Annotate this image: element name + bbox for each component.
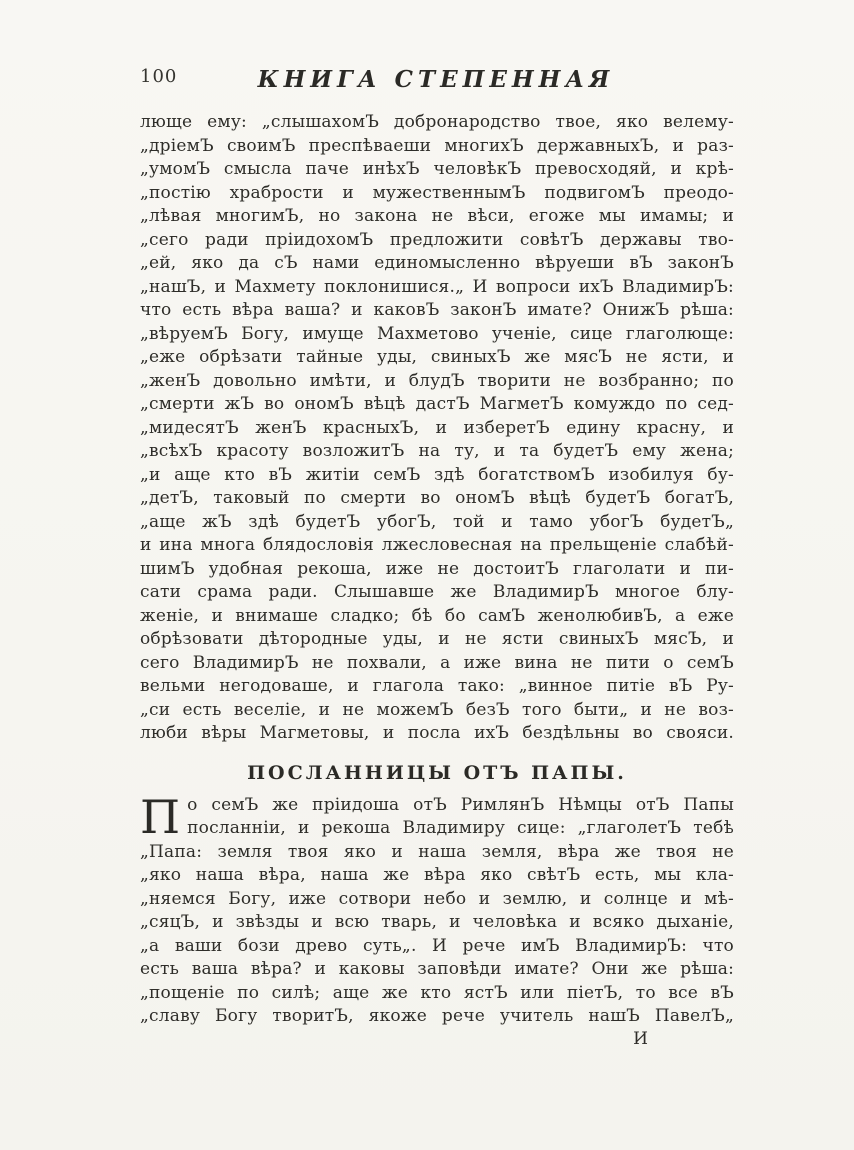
- text-line: „аще жЪ здѣ будетЪ убогЪ, той и тамо убогЪ будетЪ„: [140, 511, 734, 532]
- text-line: о семЪ же пріидоша отЪ РимлянЪ Нѣмцы отЪ Папы: [187, 794, 734, 815]
- text-line: вельми негодоваше, и глагола тако: „винное питіе вЪ Ру-: [140, 676, 734, 696]
- text-line: „сяцЪ, и звѣзды и всю тварь, и человѣка и всяко дыханіе,: [140, 912, 734, 932]
- text-line: „постію храбрости и мужественнымЪ подвигомЪ преодо-: [140, 182, 734, 203]
- text-line: „славу Богу творитЪ, якоже рече учитель нашЪ ПавелЪ„: [140, 1006, 734, 1026]
- text-line: есть ваша вѣра? и каковы заповѣди имате? Они же рѣша:: [140, 959, 734, 979]
- text-line: „детЪ, таковый по смерти во ономЪ вѣцѣ будетЪ богатЪ,: [140, 488, 734, 508]
- text-line: что есть вѣра ваша? и каковЪ законЪ имате? ОнижЪ рѣша:: [140, 300, 734, 320]
- text-line: „дріемЪ своимЪ преспѣваеши многихЪ державныхЪ, и раз-: [140, 135, 734, 156]
- main-text-block: [140, 111, 734, 1029]
- text-line: „женЪ довольно имѣти, и блудЪ творити не возбранно; по: [140, 370, 734, 391]
- text-line: „нашЪ, и Махмету поклонишися.„ И вопроси ихЪ ВладимирЪ:: [140, 276, 734, 297]
- text-line: „няемся Богу, иже сотвори небо и землю, и солнце и мѣ-: [140, 888, 734, 909]
- running-title: КНИГА СТЕПЕННАЯ: [257, 66, 615, 93]
- text-line: „пощеніе по силѣ; аще же кто ястЪ или піетЪ, то все вЪ: [140, 982, 734, 1003]
- text-line: „ей, яко да сЪ нами единомысленно вѣруеши вЪ законЪ: [140, 253, 734, 273]
- text-line: „вѣруемЪ Богу, имуще Махметово ученіе, сице глаголюще:: [140, 323, 734, 344]
- text-line: „мидесятЪ женЪ красныхЪ, и изберетЪ едину красну, и: [140, 417, 734, 438]
- text-line: „а ваши бози древо суть„. И рече имЪ ВладимирЪ: что: [140, 935, 734, 956]
- text-line: „и аще кто вЪ житіи семЪ здѣ богатствомЪ изобилуя бу-: [140, 464, 734, 485]
- text-line: сати срама ради. Слышавше же ВладимирЪ многое блу-: [140, 582, 734, 602]
- text-line: „си есть веселіе, и не можемЪ безЪ того быти„ и не воз-: [140, 699, 734, 720]
- text-line: „еже обрѣзати тайные уды, свиныхЪ же мясЪ не ясти, и: [140, 347, 734, 367]
- text-line: люби вѣры Магметовы, и посла ихЪ бездѣльны во свояси.: [140, 723, 734, 743]
- text-line: посланніи, и рекоша Владимиру сице: „глаголетЪ тебѣ: [187, 818, 734, 838]
- text-line: обрѣзовати дѣтородные уды, и не ясти свиныхЪ мясЪ, и: [140, 629, 734, 649]
- text-line: „смерти жЪ во ономЪ вѣцѣ дастЪ МагметЪ комуждо по сед-: [140, 394, 734, 414]
- paragraph-papal-lines: [140, 789, 734, 1029]
- text-line: „лѣвая многимЪ, но закона не вѣси, егоже мы имамы; и: [140, 206, 734, 226]
- text-line: шимЪ удобная рекоша, иже не достоитЪ глаголати и пи-: [140, 558, 734, 579]
- text-line: сего ВладимирЪ не похвали, а иже вина не пити о семЪ: [140, 652, 734, 673]
- section-heading: ПОСЛАННИЦЫ ОТЪ ПАПЫ.: [247, 761, 627, 784]
- paragraph-papal-envoys: [140, 789, 734, 1029]
- text-line: „Папа: земля твоя яко и наша земля, вѣра же твоя не: [140, 841, 734, 862]
- text-line: „сего ради пріидохомЪ предложити совѣтЪ державы тво-: [140, 229, 734, 250]
- text-line: люще ему: „слышахомЪ добронародство твое, яко велему-: [140, 112, 734, 132]
- text-line: „яко наша вѣра, наша же вѣра яко свѣтЪ есть, мы кла-: [140, 865, 734, 885]
- paragraph-mahomet-envoys: [140, 111, 734, 746]
- text-line: женіе, и внимаше сладко; бѣ бо самЪ женолюбивЪ, а еже: [140, 605, 734, 626]
- text-line: „умомЪ смысла паче инѣхЪ человѣкЪ превосходяй, и крѣ-: [140, 159, 734, 179]
- text-line: „всѣхЪ красоту возложитЪ на ту, и та будетЪ ему жена;: [140, 441, 734, 461]
- text-line: и ина многа блядословія лжесловесная на прельщеніе слабѣй-: [140, 535, 734, 555]
- drop-cap-initial: П: [140, 789, 181, 844]
- page-header: [140, 0, 732, 93]
- catchword: И: [633, 1028, 648, 1049]
- page-number: 100: [140, 66, 178, 87]
